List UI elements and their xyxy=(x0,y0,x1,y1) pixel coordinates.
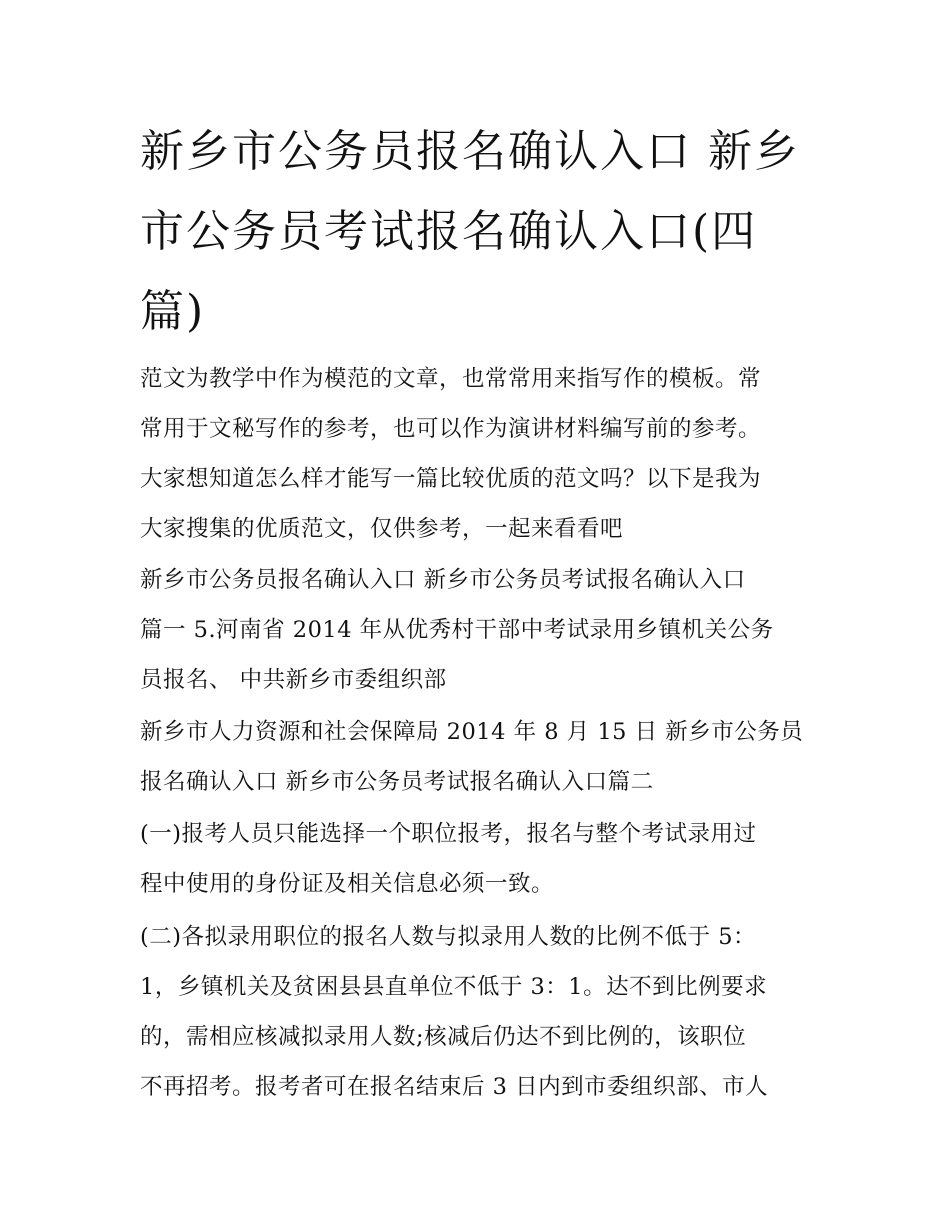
body-line: 报名确认入口 新乡市公务员考试报名确认入口篇二 xyxy=(140,769,654,795)
body-line: 不再招考。报考者可在报名结束后 3 日内到市委组织部、市人 xyxy=(140,1074,769,1100)
body-line: 1，乡镇机关及贫困县县直单位不低于 3：1。达不到比例要求 xyxy=(140,974,768,1000)
body-line: 大家搜集的优质范文，仅供参考，一起来看看吧 xyxy=(140,516,624,542)
document-title: 新乡市公务员报名确认入口 新乡市公务员考试报名确认入口(四篇) xyxy=(140,126,800,337)
body-line: 员报名、 中共新乡市委组织部 xyxy=(140,667,447,693)
body-line: (二)各拟录用职位的报名人数与拟录用人数的比例不低于 5： xyxy=(140,924,757,950)
body-line: 新乡市人力资源和社会保障局 2014 年 8 月 15 日 新乡市公务员 xyxy=(140,719,804,745)
body-line: 范文为教学中作为模范的文章，也常常用来指写作的模板。常 xyxy=(140,366,762,392)
body-line: 程中使用的身份证及相关信息必须一致。 xyxy=(140,871,555,897)
body-line: 常用于文秘写作的参考，也可以作为演讲材料编写前的参考。 xyxy=(140,416,762,442)
body-line: 篇一 5.河南省 2014 年从优秀村干部中考试录用乡镇机关公务 xyxy=(140,617,774,643)
body-line: 的，需相应核减拟录用人数;核减后仍达不到比例的，该职位 xyxy=(140,1024,747,1050)
body-line: 新乡市公务员报名确认入口 新乡市公务员考试报名确认入口 xyxy=(140,567,746,593)
body-line: (一)报考人员只能选择一个职位报考，报名与整个考试录用过 xyxy=(140,821,757,847)
body-line: 大家想知道怎么样才能写一篇比较优质的范文吗？以下是我为 xyxy=(140,466,762,492)
